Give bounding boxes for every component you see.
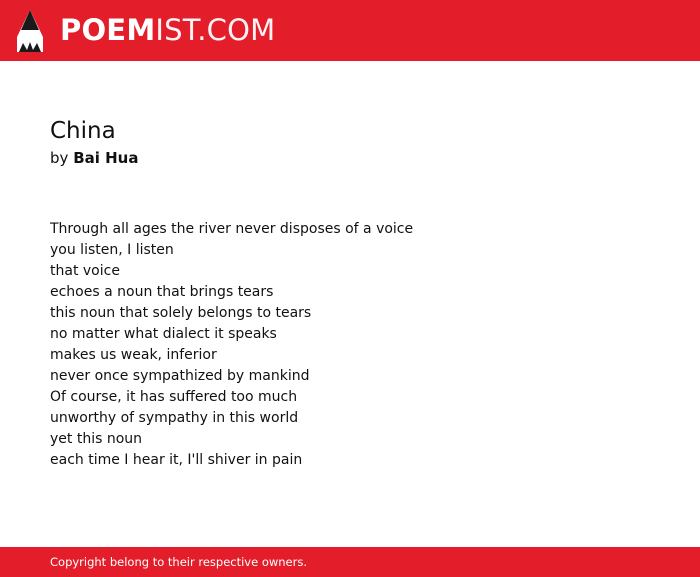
logo-text-light: IST.COM xyxy=(155,13,276,47)
poem-line: no matter what dialect it speaks xyxy=(50,326,277,342)
poem-line: Of course, it has suffered too much xyxy=(50,389,298,405)
site-footer xyxy=(0,547,700,577)
site-logo-text xyxy=(60,13,276,47)
site-header xyxy=(0,0,700,61)
poem-line: makes us weak, inferior xyxy=(50,347,217,363)
poem-title: China xyxy=(50,118,116,144)
poem-author: Bai Hua xyxy=(73,149,139,167)
poem-line: this noun that solely belongs to tears xyxy=(50,305,312,321)
poem-line: that voice xyxy=(50,263,120,279)
poem-body xyxy=(50,219,670,471)
poem-line: each time I hear it, I'll shiver in pain xyxy=(50,452,303,468)
poem-heading xyxy=(50,117,670,168)
poem-line: Through all ages the river never disposes of a voice xyxy=(50,221,414,237)
poem-byline xyxy=(50,148,670,168)
poem-line: you listen, I listen xyxy=(50,242,174,258)
poem-line: never once sympathized by mankind xyxy=(50,368,310,384)
byline-label: by xyxy=(50,149,69,167)
logo-text-bold: POEM xyxy=(60,13,156,47)
pencil-tip-icon xyxy=(17,10,43,52)
poem-line: yet this noun xyxy=(50,431,143,447)
poem-line: echoes a noun that brings tears xyxy=(50,284,274,300)
site-logo-link[interactable] xyxy=(17,10,275,52)
footer-copyright: Copyright belong to their respective owners. xyxy=(50,555,308,569)
poem-line: unworthy of sympathy in this world xyxy=(50,410,299,426)
